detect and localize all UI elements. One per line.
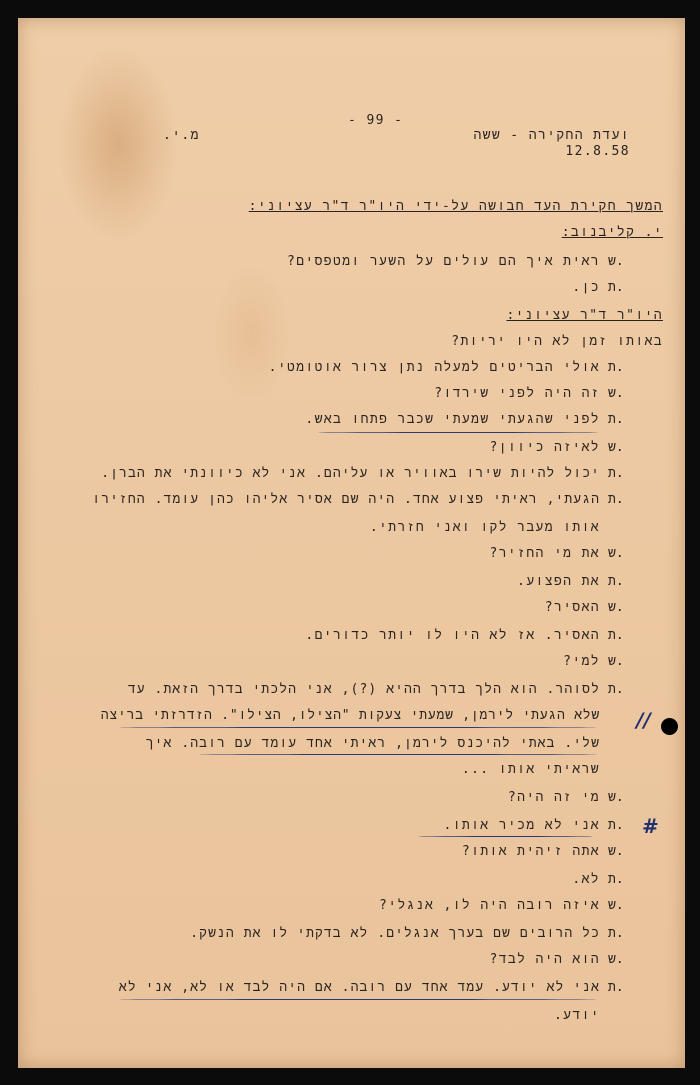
transcript-line: אני לא יודע. עמד אחד עם רובה. אם היה לבד או לא, אני לא bbox=[118, 980, 600, 995]
line-label: ת. bbox=[608, 628, 624, 643]
line-label: ש. bbox=[608, 600, 624, 615]
line-label: ת. bbox=[608, 360, 624, 375]
line-label: ש. bbox=[608, 898, 624, 913]
document-page bbox=[18, 18, 685, 1068]
line-label: ת. bbox=[608, 926, 624, 941]
speaker-label: י. קליבנוב: bbox=[561, 225, 663, 240]
transcript-line: זה היה לפני שירדו? bbox=[434, 386, 600, 401]
transcript-line: אתה זיהית אותו? bbox=[461, 844, 600, 859]
transcript-line: יכול להיות שירו באוויר או עליהם. אני לא כיוונתי את הברן. bbox=[101, 466, 600, 481]
pen-underline bbox=[118, 999, 598, 1000]
transcript-line: הוא היה לבד? bbox=[489, 952, 600, 967]
line-label: ת. bbox=[608, 280, 624, 295]
transcript-line: יודע. bbox=[553, 1008, 600, 1023]
transcript-line: אולי הבריטים למעלה נתן צרור אוטומטי. bbox=[268, 360, 600, 375]
line-label: ש. bbox=[608, 654, 624, 669]
transcript-line: שלי. באתי להיכנס לירמן, ראיתי אחד עומד עם רובה. איך bbox=[145, 736, 600, 751]
line-label: ש. bbox=[608, 254, 624, 269]
transcript-line: את מי החזיר? bbox=[489, 546, 600, 561]
line-label: ת. bbox=[608, 492, 624, 507]
pen-underline bbox=[118, 727, 598, 728]
transcript-line: האסיר? bbox=[544, 600, 600, 615]
section-title: המשך חקירת העד חבושה על-ידי היו"ר ד"ר עציוני: bbox=[248, 199, 663, 214]
transcript-line: לאיזה כיוון? bbox=[489, 440, 600, 455]
transcript-line: את הפצוע. bbox=[517, 574, 600, 589]
transcript-line: כן. bbox=[572, 280, 600, 295]
line-label: ש. bbox=[608, 790, 624, 805]
pen-underline bbox=[318, 432, 598, 433]
transcript-line: למי? bbox=[563, 654, 600, 669]
line-label: ת. bbox=[608, 872, 624, 887]
margin-mark: # bbox=[642, 814, 659, 838]
transcript-line: לסוהר. הוא הלך בדרך ההיא (?), אני הלכתי בדרך הזאת. עד bbox=[127, 682, 600, 697]
line-label: ת. bbox=[608, 980, 624, 995]
transcript-line: ראית איך הם עולים על השער ומטפסים? bbox=[286, 254, 600, 269]
line-label: ת. bbox=[608, 412, 624, 427]
transcript-line: הגעתי, ראיתי פצוע אחד. היה שם אסיר אליהו כהן עומד. החזירו bbox=[92, 492, 600, 507]
transcript-line: אותו מעבר לקו ואני חזרתי. bbox=[369, 520, 600, 535]
transcript-line: שראיתי אותו ... bbox=[461, 762, 600, 777]
line-label: ש. bbox=[608, 546, 624, 561]
transcript-line: אני לא מכיר אותו. bbox=[443, 818, 600, 833]
line-label: ת. bbox=[608, 466, 624, 481]
pen-underline bbox=[418, 836, 593, 837]
transcript-line: מי זה היה? bbox=[507, 790, 600, 805]
line-label: ת. bbox=[608, 818, 624, 833]
transcript-line: שלא הגעתי לירמן, שמעתי צעקות "הצילו, הצילו". הזדרזתי בריצה bbox=[100, 708, 600, 723]
speaker-label: היו"ר ד"ר עציוני: bbox=[506, 308, 663, 323]
transcript-line: האסיר. אז לא היו לו יותר כדורים. bbox=[305, 628, 600, 643]
line-label: ת. bbox=[608, 682, 624, 697]
punch-hole bbox=[661, 718, 678, 735]
line-label: ש. bbox=[608, 386, 624, 401]
line-label: ש. bbox=[608, 440, 624, 455]
page-number: - 99 - bbox=[348, 113, 404, 128]
committee-title: ועדת החקירה - ששה bbox=[473, 128, 630, 143]
line-label: ת. bbox=[608, 574, 624, 589]
margin-mark: // bbox=[636, 708, 651, 732]
transcript-line: כל הרובים שם בערך אנגלים. לא בדקתי לו את הנשק. bbox=[190, 926, 600, 941]
transcript-line: לפני שהגעתי שמעתי שכבר פתחו באש. bbox=[305, 412, 600, 427]
transcript-line: באותו זמן לא היו יריות? bbox=[451, 334, 663, 349]
transcript-line: לא. bbox=[572, 872, 600, 887]
line-label: ש. bbox=[608, 952, 624, 967]
line-label: ש. bbox=[608, 844, 624, 859]
pen-underline bbox=[198, 754, 598, 755]
document-date: 12.8.58 bbox=[565, 144, 630, 159]
initials: מ.י. bbox=[163, 128, 200, 143]
transcript-line: איזה רובה היה לו, אנגלי? bbox=[379, 898, 600, 913]
